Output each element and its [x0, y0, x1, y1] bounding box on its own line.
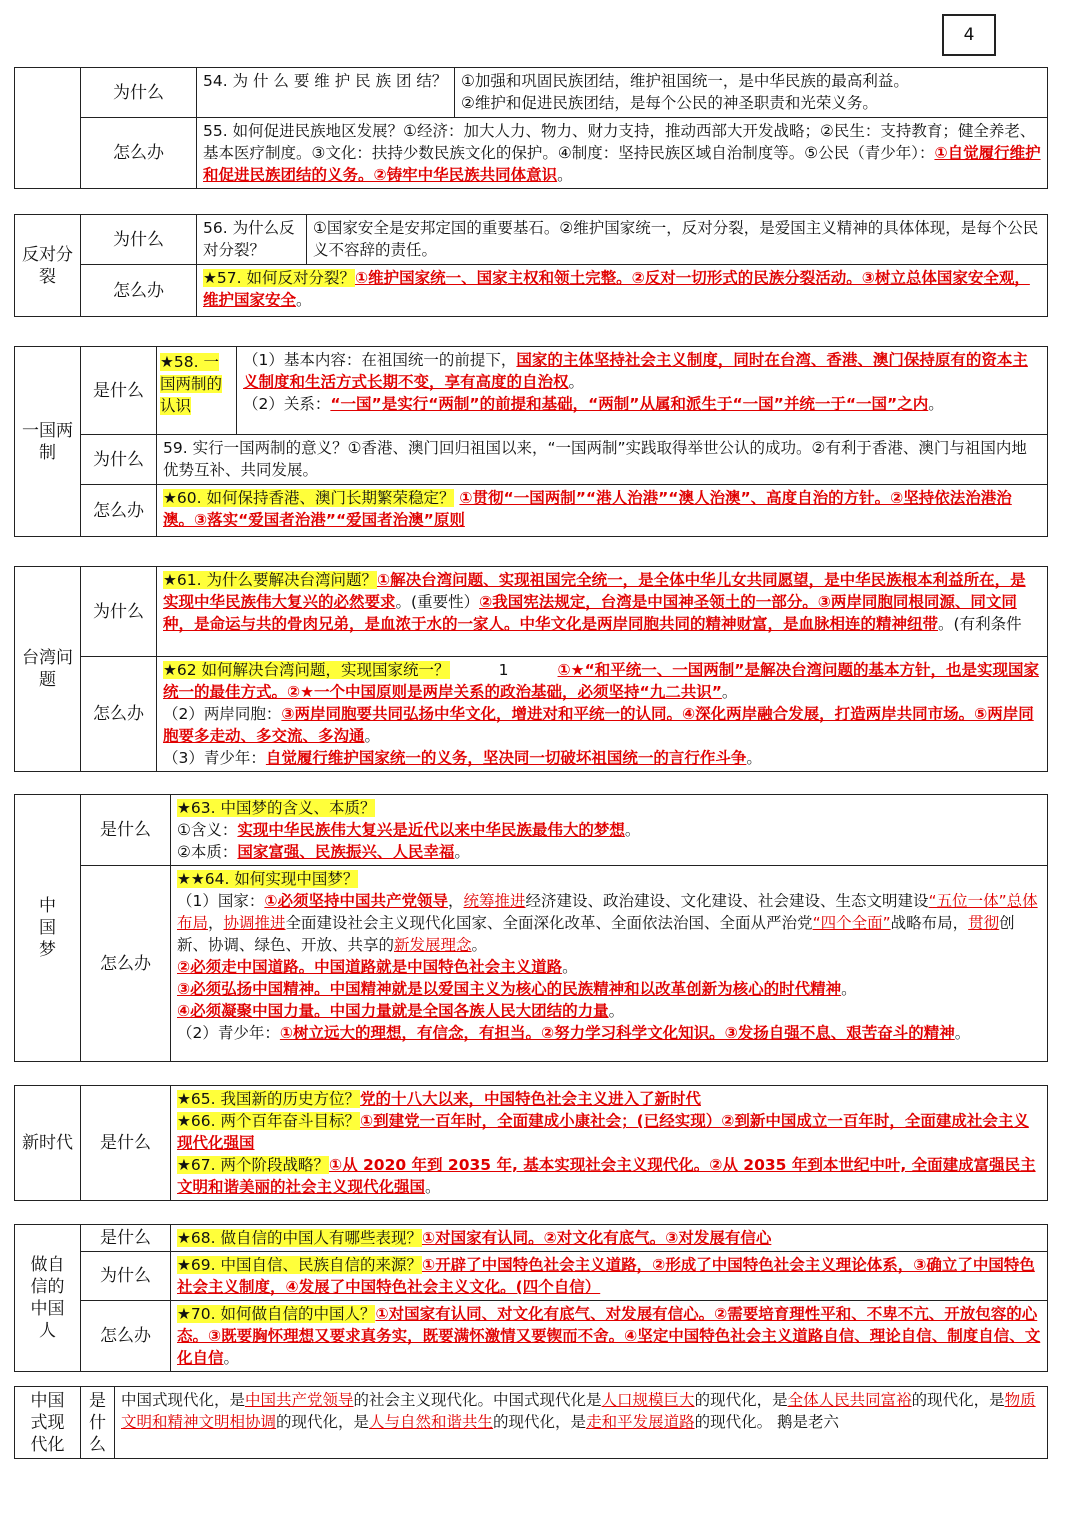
row-label: 是什么 — [81, 1387, 115, 1459]
row-label: 为什么 — [81, 68, 197, 118]
answer-58: （1）基本内容：在祖国统一的前提下，国家的主体坚持社会主义制度，同时在台湾、香港、澳门保持原有的资本主义制度和生活方式长期不变，享有高度的自治权。 （2）关系：“一国”是实行“两制”的前提和基础，“两制”从属和派生于“一国”并统一于“一国”之内。 — [237, 347, 1048, 435]
question-58: ★58. 一国两制的认识 — [157, 347, 237, 435]
row-label: 为什么 — [81, 435, 157, 485]
topic-label: 做自信的中国人 — [15, 1225, 81, 1372]
row-label: 怎么办 — [81, 1301, 171, 1372]
block-confident-chinese — [14, 1224, 1048, 1372]
answer-69: ★69. 中国自信、民族自信的来源？①开辟了中国特色社会主义道路，②形成了中国特色社会主义理论体系，③确立了中国特色社会主义制度，④发展了中国特色社会主义文化。(四个自信） — [171, 1252, 1048, 1301]
answer-63: ★63. 中国梦的含义、本质？ ①含义：实现中华民族伟大复兴是近代以来中华民族最伟大的梦想。 ②本质：国家富强、民族振兴、人民幸福。 — [171, 795, 1048, 866]
answer-56: ①国家安全是安邦定国的重要基石。②维护国家统一，反对分裂，是爱国主义精神的具体体现，是每个公民义不容辞的责任。 — [307, 215, 1048, 265]
block-anti-separatism — [14, 214, 1048, 317]
answer-59: 59. 实行一国两制的意义？①香港、澳门回归祖国以来，“一国两制”实践取得举世公认的成功。②有利于香港、澳门与祖国内地优势互补、共同发展。 — [157, 435, 1048, 485]
question-54: 54. 为 什 么 要 维 护 民 族 团 结？ — [197, 68, 455, 118]
answer-55: 55. 如何促进民族地区发展？①经济：加大人力、物力、财力支持，推动西部大开发战略；②民生：支持教育；健全养老、基本医疗制度。③文化：扶持少数民族文化的保护。④制度：坚持民族区域自治制度等。⑤公民（青少年）：①自觉履行维护和促进民族团结的义务。②铸牢中华民族共同体意识。 — [197, 118, 1048, 189]
topic-label: 中国梦 — [15, 795, 81, 1062]
row-label: 是什么 — [81, 347, 157, 435]
answer-62: ★62 如何解决台湾问题，实现国家统一？ 1 ①★“和平统一、一国两制”是解决台湾问题的基本方针，也是实现国家统一的最佳方式。②★一个中国原则是两岸关系的政治基础，必须坚持“九二共识”。 （2）两岸同胞：③两岸同胞要共同弘扬中华文化，增进对和平统一的认同。④深化两岸融合发展，打造两岸共同市场。⑤两岸同胞要多走动、多交流、多沟通。 （3）青少年：自觉履行维护国家统一的义务，坚决同一切破坏祖国统一的言行作斗争。 — [157, 657, 1048, 772]
block-taiwan-issue — [14, 566, 1048, 772]
block-chinese-modernization — [14, 1386, 1048, 1459]
row-label: 为什么 — [81, 215, 197, 265]
block-one-country-two-systems — [14, 346, 1048, 537]
answer-64: ★★64. 如何实现中国梦？ （1）国家：①必须坚持中国共产党领导，统筹推进经济建设、政治建设、文化建设、社会建设、生态文明建设“五位一体”总体布局，协调推进全面建设社会主义现代化国家、全面深化改革、全面依法治国、全面从严治党“四个全面”战略布局，贯彻创新、协调、绿色、开放、共享的新发展理念。 ②必须走中国道路。中国道路就是中国特色社会主义道路。 ③必须弘扬中国精神。中国精神就是以爱国主义为核心的民族精神和以改革创新为核心的时代精神。 ④必须凝聚中国力量。中国力量就是全国各族人民大团结的力量。 （2）青少年：①树立远大的理想，有信念，有担当。②努力学习科学文化知识。③发扬自强不息、艰苦奋斗的精神。 — [171, 866, 1048, 1062]
row-label: 是什么 — [81, 1086, 171, 1201]
row-label: 为什么 — [81, 567, 157, 657]
topic-label: 中国式现代化 — [15, 1387, 81, 1459]
topic-label: 一国两制 — [15, 347, 81, 537]
row-label: 怎么办 — [81, 118, 197, 189]
row-label: 为什么 — [81, 1252, 171, 1301]
row-label: 是什么 — [81, 1225, 171, 1252]
answer-54: ①加强和巩固民族团结，维护祖国统一，是中华民族的最高利益。 ②维护和促进民族团结，是每个公民的神圣职责和光荣义务。 — [455, 68, 1048, 118]
block-new-era — [14, 1085, 1048, 1201]
answer-modernization: 中国式现代化，是中国共产党领导的社会主义现代化。中国式现代化是人口规模巨大的现代化，是全体人民共同富裕的现代化，是物质文明和精神文明相协调的现代化，是人与自然和谐共生的现代化，是走和平发展道路的现代化。 鹅是老六 — [115, 1387, 1048, 1459]
answer-57: ★57. 如何反对分裂？①维护国家统一、国家主权和领土完整。②反对一切形式的民族分裂活动。③树立总体国家安全观，维护国家安全。 — [197, 265, 1048, 317]
answer-70: ★70. 如何做自信的中国人？①对国家有认同、对文化有底气、对发展有信心。②需要培育理性平和、不卑不亢、开放包容的心态。③既要胸怀理想又要求真务实，既要满怀激情又要锲而不舍。④坚定中国特色社会主义道路自信、理论自信、制度自信、文化自信。 — [171, 1301, 1048, 1372]
page-number: 4 — [942, 14, 996, 56]
topic-label: 台湾问题 — [15, 567, 81, 772]
answer-68: ★68. 做自信的中国人有哪些表现？①对国家有认同。②对文化有底气。③对发展有信心 — [171, 1225, 1048, 1252]
block-ethnic-unity — [14, 67, 1048, 189]
row-label: 怎么办 — [81, 657, 157, 772]
row-label: 怎么办 — [81, 485, 157, 537]
question-56: 56. 为什么反对分裂？ — [197, 215, 307, 265]
answer-60: ★60. 如何保持香港、澳门长期繁荣稳定？ ①贯彻“一国两制”“港人治港”“澳人治澳”、高度自治的方针。②坚持依法治港治澳。③落实“爱国者治港”“爱国者治澳”原则 — [157, 485, 1048, 537]
row-label: 是什么 — [81, 795, 171, 866]
row-label: 怎么办 — [81, 866, 171, 1062]
topic-cell-empty — [15, 68, 81, 189]
answer-65-67: ★65. 我国新的历史方位？党的十八大以来，中国特色社会主义进入了新时代 ★66. 两个百年奋斗目标？①到建党一百年时，全面建成小康社会；(已经实现）②到新中国成立一百年时，全面建成社会主义现代化强国 ★67. 两个阶段战略？①从 2020 年到 2035 年, 基本实现社会主义现代化。②从 2035 年到本世纪中叶, 全面建成富强民主文明和谐美丽的社会主义现代化强国。 — [171, 1086, 1048, 1201]
block-chinese-dream — [14, 794, 1048, 1062]
row-label: 怎么办 — [81, 265, 197, 317]
topic-label: 反对分裂 — [15, 215, 81, 317]
topic-label: 新时代 — [15, 1086, 81, 1201]
answer-61: ★61. 为什么要解决台湾问题？①解决台湾问题、实现祖国完全统一，是全体中华儿女共同愿望，是中华民族根本利益所在，是实现中华民族伟大复兴的必然要求。(重要性）②我国宪法规定，台湾是中国神圣领土的一部分。③两岸同胞同根同源、同文同种，是命运与共的骨肉兄弟，是血浓于水的一家人。中华文化是两岸同胞共同的精神财富，是血脉相连的精神纽带。(有利条件 — [157, 567, 1048, 657]
